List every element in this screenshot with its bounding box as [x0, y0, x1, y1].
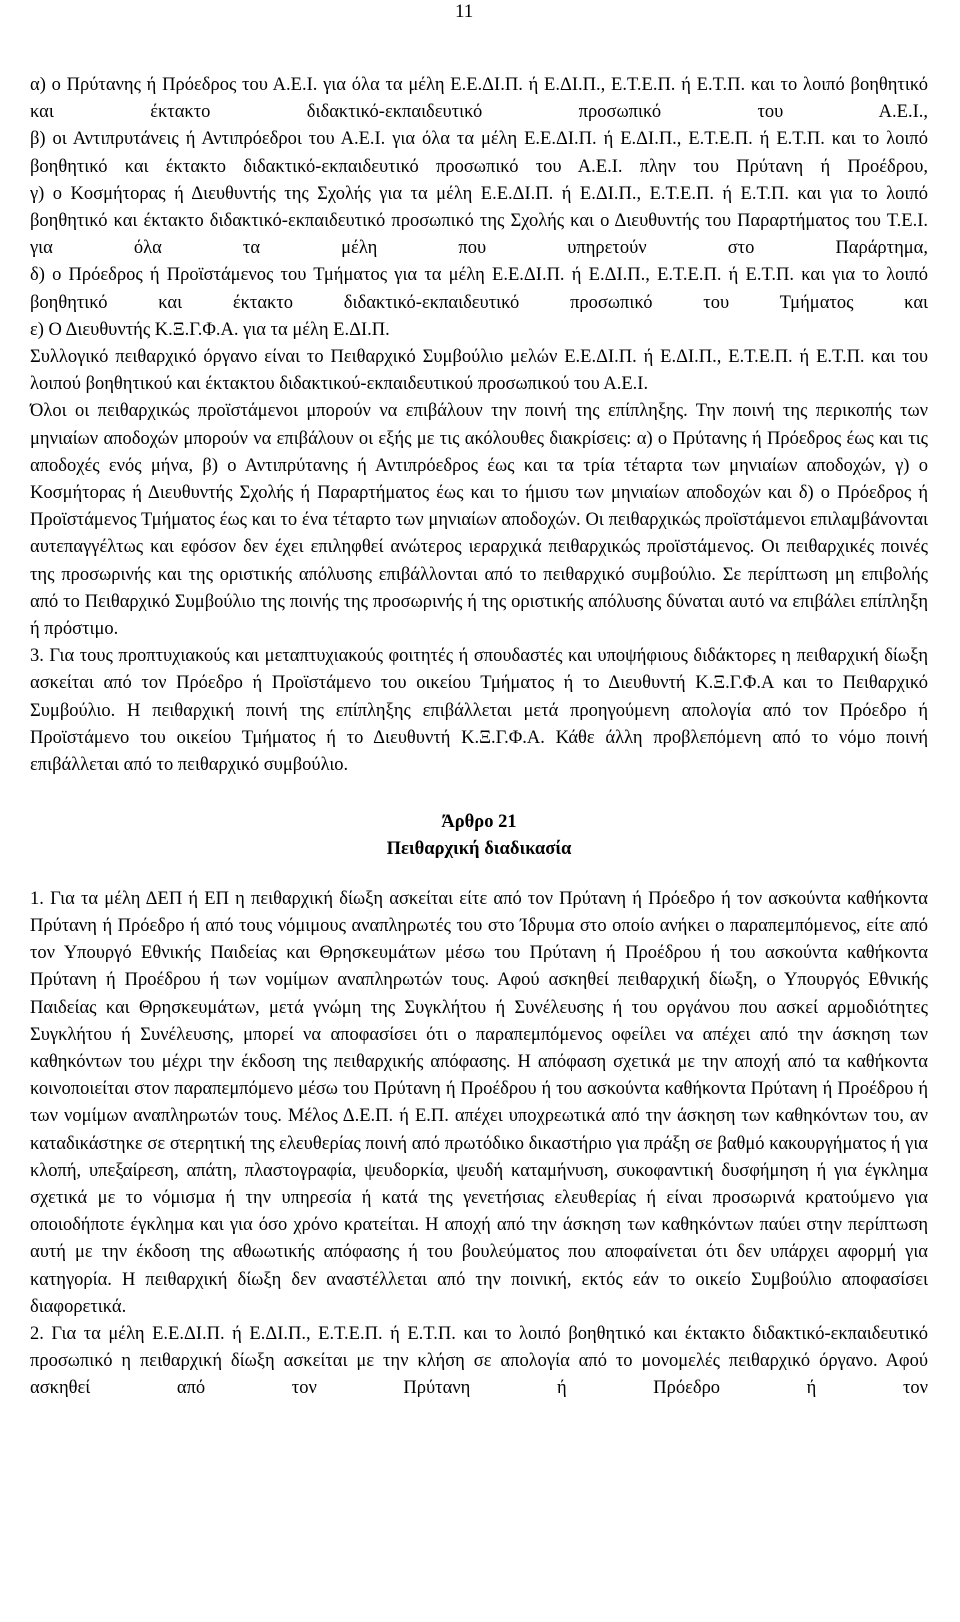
list-item: γ) ο Κοσμήτορας ή Διευθυντής της Σχολής για τα μέλη Ε.Ε.ΔΙ.Π. ή Ε.ΔΙ.Π., Ε.Τ.Ε.Π. ή Ε.Τ.Π. και για το λοιπό βοηθητικό και έκτακτο διδακτικό-εκπαιδευτικό προσωπικό της Σχολής και ο Διευθυντής του Παραρτήματος του Τ.Ε.Ι. για όλα τα μέλη που υπηρετούν στο Παράρτημα,: [30, 183, 928, 259]
list-item: α) ο Πρύτανης ή Πρόεδρος του Α.Ε.Ι. για όλα τα μέλη Ε.Ε.ΔΙ.Π. ή Ε.ΔΙ.Π., Ε.Τ.Ε.Π. ή Ε.Τ.Π. και το λοιπό βοηθητικό και έκτακτο διδακτικό-εκπαιδευτικό προσωπικό του Α.Ε.Ι.,: [30, 75, 928, 123]
paragraph-penalties: Όλοι οι πειθαρχικώς προϊστάμενοι μπορούν να επιβάλουν την ποινή της επίπληξης. Την ποινή της περικοπής των μηνιαίων αποδοχών μπορούν να επιβάλουν οι εξής με τις ακόλουθες διακρίσεις: α) ο Πρύτανης ή Πρόεδρος έως και τις αποδοχές ενός μήνα, β) ο Αντιπρύτανης ή Αντιπρόεδρος έως και τα τρία τέταρτα των μηνιαίων αποδοχών, γ) ο Κοσμήτορας ή Διευθυντής Σχολής ή Παραρτήματος έως και το ήμισυ των μηνιαίων αποδοχών και δ) ο Πρόεδρος ή Προϊστάμενος Τμήματος έως και το ένα τέταρτο των μηνιαίων αποδοχών. Οι πειθαρχικώς προϊστάμενοι επιλαμβάνονται αυτεπαγγέλτως και εφόσον δεν έχει επιληφθεί ανώτερος ιεραρχικά πειθαρχικώς προϊστάμενος. Οι πειθαρχικές ποινές της προσωρινής και της οριστικής απόλυσης επιβάλλονται από το πειθαρχικό συμβούλιο. Σε περίπτωση μη επιβολής από το Πειθαρχικό Συμβούλιο της ποινής της προσωρινής ή της οριστικής απόλυσης δύναται αυτό να επιβάλει επίπληξη ή πρόστιμο.: [30, 401, 928, 640]
list-item: δ) ο Πρόεδρος ή Προϊστάμενος του Τμήματος για τα μέλη Ε.Ε.ΔΙ.Π. ή Ε.ΔΙ.Π., Ε.Τ.Ε.Π. ή Ε.Τ.Π. και για το λοιπό βοηθητικό και έκτακτο διδακτικό-εκπαιδευτικό προσωπικό του Τμήματος και: [30, 265, 928, 313]
page-number: 11: [455, 1, 474, 22]
list-item: ε) Ο Διευθυντής Κ.Ξ.Γ.Φ.Α. για τα μέλη Ε.ΔΙ.Π.: [30, 319, 390, 340]
paragraph-article-2: 2. Για τα μέλη Ε.Ε.ΔΙ.Π. ή Ε.ΔΙ.Π., Ε.Τ.Ε.Π. ή Ε.Τ.Π. και το λοιπό βοηθητικό και έκτακτο διδακτικό-εκπαιδευτικό προσωπικό η πειθαρχική δίωξη ασκείται με την κλήση σε απολογία από το μονομελές πειθαρχικό όργανο. Αφού ασκηθεί από τον Πρύτανη ή Πρόεδρο ή τον: [30, 1323, 928, 1399]
paragraph-students: 3. Για τους προπτυχιακούς και μεταπτυχιακούς φοιτητές ή σπουδαστές και υποψήφιους διδάκτορες η πειθαρχική δίωξη ασκείται από τον Πρόεδρο ή Προϊστάμενο του οικείου Τμήματος ή το Διευθυντή Κ.Ξ.Γ.Φ.Α και το Πειθαρχικό Συμβούλιο. Η πειθαρχική ποινή της επίπληξης επιβάλλεται μετά προηγούμενη απολογία από τον Πρόεδρο ή Προϊστάμενο του οικείου Τμήματος ή το Διευθυντή Κ.Ξ.Γ.Φ.Α. Κάθε άλλη προβλεπόμενη από το νόμο ποινή επιβάλλεται από το πειθαρχικό συμβούλιο.: [30, 646, 928, 776]
list-item: β) οι Αντιπρυτάνεις ή Αντιπρόεδροι του Α.Ε.Ι. για όλα τα μέλη Ε.Ε.ΔΙ.Π. ή Ε.ΔΙ.Π., Ε.Τ.Ε.Π. ή Ε.Τ.Π. και το λοιπό βοηθητικό και έκτακτο διδακτικό-εκπαιδευτικό προσωπικό του Α.Ε.Ι. πλην του Πρύτανη ή Προέδρου,: [30, 129, 928, 177]
document-body: [30, 72, 928, 1403]
paragraph-collective-body: Συλλογικό πειθαρχικό όργανο είναι το Πειθαρχικό Συμβούλιο μελών Ε.Ε.ΔΙ.Π. ή Ε.ΔΙ.Π., Ε.Τ.Ε.Π. ή Ε.Τ.Π. και του λοιπού βοηθητικού και έκτακτου διδακτικού-εκπαιδευτικού προσωπικού του Α.Ε.Ι.: [30, 347, 928, 395]
article-number: Άρθρο 21: [441, 812, 517, 833]
paragraph-article-1: 1. Για τα μέλη ΔΕΠ ή ΕΠ η πειθαρχική δίωξη ασκείται είτε από τον Πρύτανη ή Πρόεδρο ή τον ασκούντα καθήκοντα Πρύτανη ή Πρόεδρο ή από τους νόμιμους αναπληρωτές του στο Ίδρυμα στο οποίο ανήκει ο παραπεμπόμενος, είτε από τον Υπουργό Εθνικής Παιδείας και Θρησκευμάτων μέσω του Πρύτανη ή Προέδρου ή του ασκούντα καθήκοντα Πρύτανη ή Προέδρου ή των νομίμων αναπληρωτών τους. Αφού ασκηθεί πειθαρχική δίωξη, ο Υπουργός Εθνικής Παιδείας και Θρησκευμάτων, μετά γνώμη της Συγκλήτου ή Συνέλευσης ή του οργάνου που ασκεί αρμοδιότητες Συγκλήτου ή Συνέλευσης, μπορεί να αποφασίσει ότι ο παραπεμπόμενος οφείλει να απέχει από την άσκηση των καθηκόντων του μέχρι την έκδοση της πειθαρχικής απόφασης. Η απόφαση σχετικά με την αποχή από τα καθήκοντα κοινοποιείται στον παραπεμπόμενο μέσω του Πρύτανη ή Προέδρου ή του ασκούντα καθήκοντα Πρύτανη ή Προέδρου ή των νομίμων αναπληρωτών τους. Μέλος Δ.Ε.Π. ή Ε.Π. απέχει υποχρεωτικά από την άσκηση των καθηκόντων του, αν καταδικάστηκε σε στερητική της ελευθερίας ποινή από πρωτόδικο δικαστήριο για πράξη σε βαθμό κακουργήματος ή για κλοπή, υπεξαίρεση, απάτη, πλαστογραφία, ψευδορκία, ψευδή καταμήνυση, συκοφαντική δυσφήμηση ή για έγκλημα σχετικά με το νόμισμα ή την υπηρεσία ή κατά της γενετήσιας ελευθερίας ή είναι προσωρινά κρατούμενο για οποιοδήποτε έγκλημα και για όσο χρόνο κρατείται. Η αποχή από την άσκηση των καθηκόντων παύει στην περίπτωση αυτή με την έκδοση της αθωωτικής απόφασης ή του βουλεύματος που αποφαίνεται ότι δεν υπάρχει αφορμή για κατηγορία. Η πειθαρχική δίωξη δεν αναστέλλεται από την ποινική, εκτός εάν το οικείο Συμβούλιο αποφασίσει διαφορετικά.: [30, 888, 928, 1317]
article-title: Πειθαρχική διαδικασία: [386, 839, 572, 860]
